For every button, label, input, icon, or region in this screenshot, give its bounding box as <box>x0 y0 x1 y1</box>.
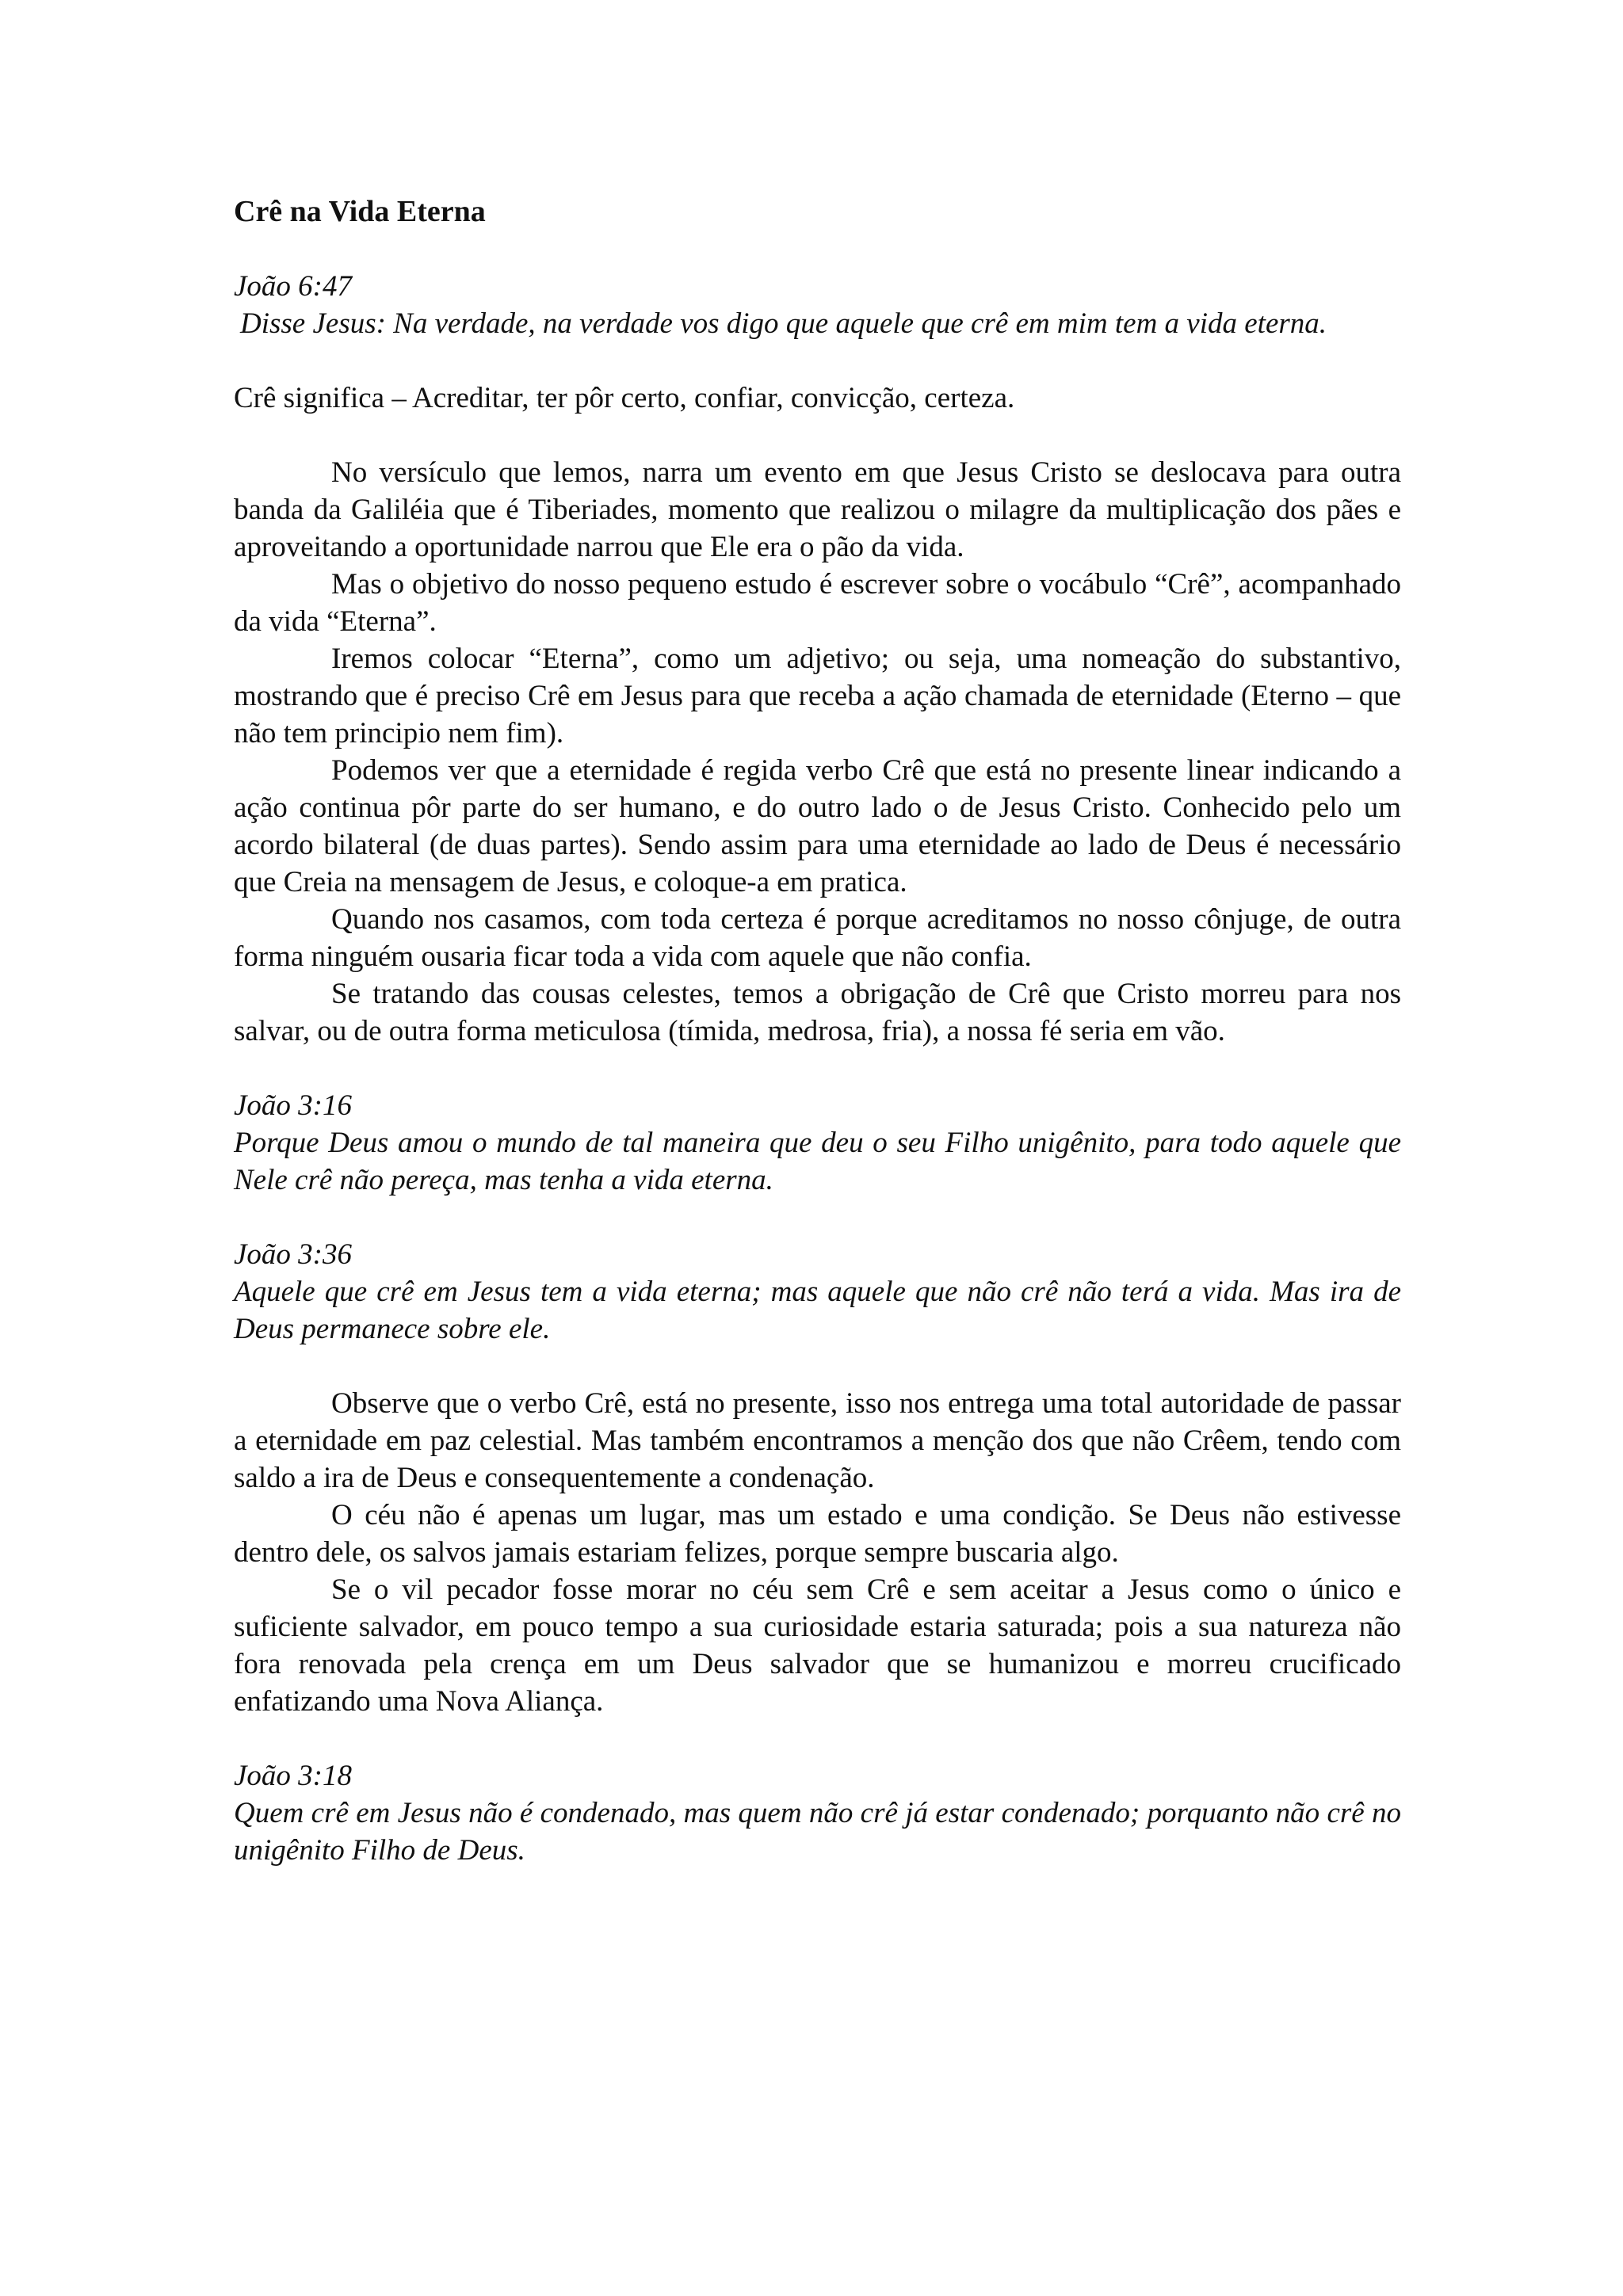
definition-line: Crê significa – Acreditar, ter pôr certo, confiar, convicção, certeza. <box>234 382 1015 414</box>
verse-text: Disse Jesus: Na verdade, na verdade vos digo que aquele que crê em mim tem a vida eterna. <box>240 307 1327 340</box>
verse-reference: João 3:18 <box>234 1760 352 1792</box>
paragraph: Quando nos casamos, com toda certeza é porque acreditamos no nosso cônjuge, de outra forma ninguém ousaria ficar toda a vida com aquele que não confia. <box>234 903 1401 973</box>
spacer <box>234 1199 1401 1236</box>
spacer <box>234 1050 1401 1087</box>
paragraph: Se o vil pecador fosse morar no céu sem Crê e sem aceitar a Jesus como o único e suficiente salvador, em pouco tempo a sua curiosidade estaria saturada; pois a sua natureza não fora renovada pela crença em um Deus salvador que se humanizou e morreu crucificado enfatizando uma Nova Aliança. <box>234 1573 1401 1718</box>
paragraph: Podemos ver que a eternidade é regida verbo Crê que está no presente linear indicando a ação continua pôr parte do ser humano, e do outro lado o de Jesus Cristo. Conhecido pelo um acordo bilateral (de duas partes). Sendo assim para uma eternidade ao lado de Deus é necessário que Creia na mensagem de Jesus, e coloque-a em pratica. <box>234 754 1401 898</box>
verse-reference: João 3:36 <box>234 1238 352 1271</box>
spacer <box>234 342 1401 379</box>
spacer <box>234 417 1401 454</box>
paragraph: Mas o objetivo do nosso pequeno estudo é escrever sobre o vocábulo “Crê”, acompanhado da vida “Eterna”. <box>234 568 1401 638</box>
paragraph: Se tratando das cousas celestes, temos a obrigação de Crê que Cristo morreu para nos salvar, ou de outra forma meticulosa (tímida, medrosa, fria), a nossa fé seria em vão. <box>234 978 1401 1047</box>
verse-text: Aquele que crê em Jesus tem a vida eterna; mas aquele que não crê não terá a vida. Mas ira de Deus permanece sobre ele. <box>234 1276 1401 1345</box>
paragraph: No versículo que lemos, narra um evento em que Jesus Cristo se deslocava para outra banda da Galiléia que é Tiberiades, momento que realizou o milagre da multiplicação dos pães e aproveitando a oportunidade narrou que Ele era o pão da vida. <box>234 456 1401 563</box>
verse-text: Porque Deus amou o mundo de tal maneira que deu o seu Filho unigênito, para todo aquele que Nele crê não pereça, mas tenha a vida eterna. <box>234 1127 1401 1196</box>
verse-reference: João 6:47 <box>234 270 352 303</box>
verse-text: Quem crê em Jesus não é condenado, mas quem não crê já estar condenado; porquanto não crê no unigênito Filho de Deus. <box>234 1797 1401 1867</box>
paragraph: O céu não é apenas um lugar, mas um estado e uma condição. Se Deus não estivesse dentro dele, os salvos jamais estariam felizes, porque sempre buscaria algo. <box>234 1499 1401 1569</box>
spacer <box>234 1348 1401 1385</box>
verse-reference: João 3:16 <box>234 1089 352 1122</box>
paragraph: Observe que o verbo Crê, está no presente, isso nos entrega uma total autoridade de passar a eternidade em paz celestial. Mas também encontramos a menção dos que não Crêem, tendo com saldo a ira de Deus e consequentemente a condenação. <box>234 1387 1401 1494</box>
spacer <box>234 1720 1401 1757</box>
document-title: Crê na Vida Eterna <box>234 195 486 228</box>
paragraph: Iremos colocar “Eterna”, como um adjetivo; ou seja, uma nomeação do substantivo, mostrando que é preciso Crê em Jesus para que receba a ação chamada de eternidade (Eterno – que não tem principio nem fim). <box>234 643 1401 749</box>
document-body <box>234 193 1401 1869</box>
